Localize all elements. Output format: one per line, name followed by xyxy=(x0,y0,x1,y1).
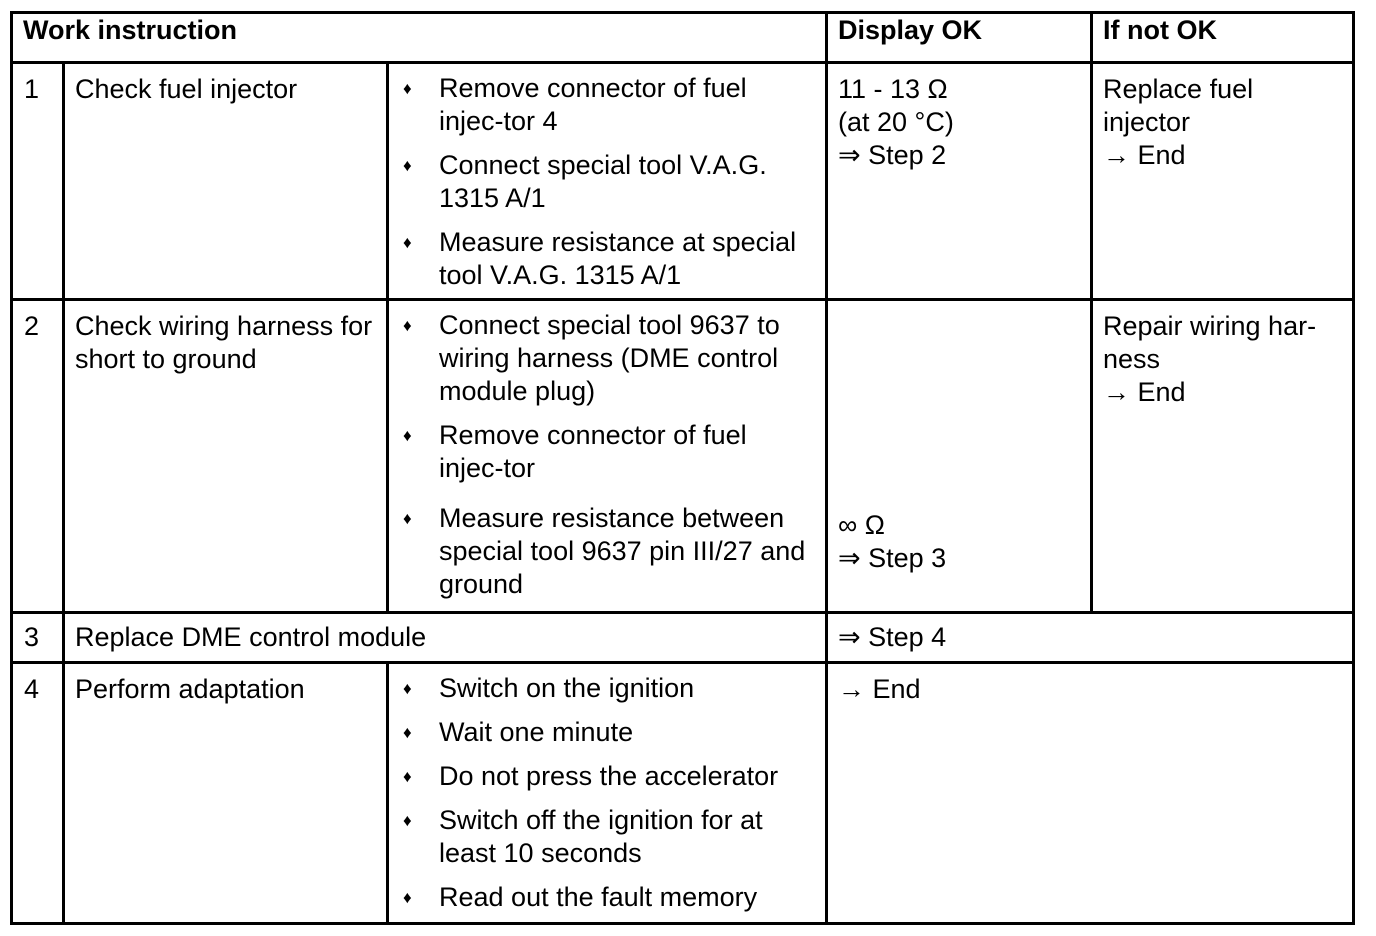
table-row xyxy=(12,300,1354,613)
table-row xyxy=(12,63,1354,300)
step-bullets xyxy=(388,63,827,300)
table-row xyxy=(12,663,1354,924)
list-item: ♦ Remove connector of fuel injec-tor 4 xyxy=(403,73,747,136)
list-item: ♦ Measure resistance between special tool 9637 pin III/27 and ground xyxy=(403,503,806,599)
if-not-ok-cell: Repair wiring har-ness → End xyxy=(1092,300,1354,613)
step-title: Check wiring harness for short to ground xyxy=(64,300,388,613)
step-number: 3 xyxy=(12,613,64,663)
step-title: Perform adaptation xyxy=(64,663,388,924)
diamond-bullet-icon: ♦ xyxy=(403,723,412,742)
list-item: ♦ Remove connector of fuel injec-tor xyxy=(403,420,747,483)
step-number: 1 xyxy=(12,63,64,300)
diamond-bullet-icon: ♦ xyxy=(403,888,412,907)
header-if-not-ok: If not OK xyxy=(1092,13,1354,63)
header-row xyxy=(12,13,1354,63)
step-number: 2 xyxy=(12,300,64,613)
diamond-bullet-icon: ♦ xyxy=(403,156,412,175)
list-item: ♦ Wait one minute xyxy=(403,717,634,747)
display-ok-cell: ⇒ Step 4 xyxy=(827,613,1354,663)
diamond-bullet-icon: ♦ xyxy=(403,767,412,786)
display-ok-cell: ∞ Ω ⇒ Step 3 xyxy=(827,300,1092,613)
list-item: ♦ Switch off the ignition for at least 10 seconds xyxy=(403,805,763,868)
display-ok-cell: 11 - 13 Ω (at 20 °C) ⇒ Step 2 xyxy=(827,63,1092,300)
diamond-bullet-icon: ♦ xyxy=(403,811,412,830)
list-item: ♦ Connect special tool V.A.G. 1315 A/1 xyxy=(403,150,767,213)
header-display-ok: Display OK xyxy=(827,13,1092,63)
list-item: ♦ Switch on the ignition xyxy=(403,673,695,703)
list-item: ♦ Connect special tool 9637 to wiring harness (DME control module plug) xyxy=(403,310,780,406)
step-number: 4 xyxy=(12,663,64,924)
header-work-instruction: Work instruction xyxy=(12,13,827,63)
list-item: ♦ Read out the fault memory xyxy=(403,882,758,912)
display-ok-cell: → End xyxy=(827,663,1354,924)
table-row xyxy=(12,613,1354,663)
step-bullets xyxy=(388,300,827,613)
if-not-ok-cell: Replace fuel injector → End xyxy=(1092,63,1354,300)
work-instruction-table xyxy=(10,11,1355,925)
diamond-bullet-icon: ♦ xyxy=(403,679,412,698)
step-bullets xyxy=(388,663,827,924)
diamond-bullet-icon: ♦ xyxy=(403,426,412,445)
diamond-bullet-icon: ♦ xyxy=(403,509,412,528)
step-title: Replace DME control module xyxy=(64,613,827,663)
list-item: ♦ Measure resistance at special tool V.A.G. 1315 A/1 xyxy=(403,227,797,290)
diamond-bullet-icon: ♦ xyxy=(403,233,412,252)
diamond-bullet-icon: ♦ xyxy=(403,79,412,98)
list-item: ♦ Do not press the accelerator xyxy=(403,761,779,791)
diamond-bullet-icon: ♦ xyxy=(403,316,412,335)
step-title: Check fuel injector xyxy=(64,63,388,300)
